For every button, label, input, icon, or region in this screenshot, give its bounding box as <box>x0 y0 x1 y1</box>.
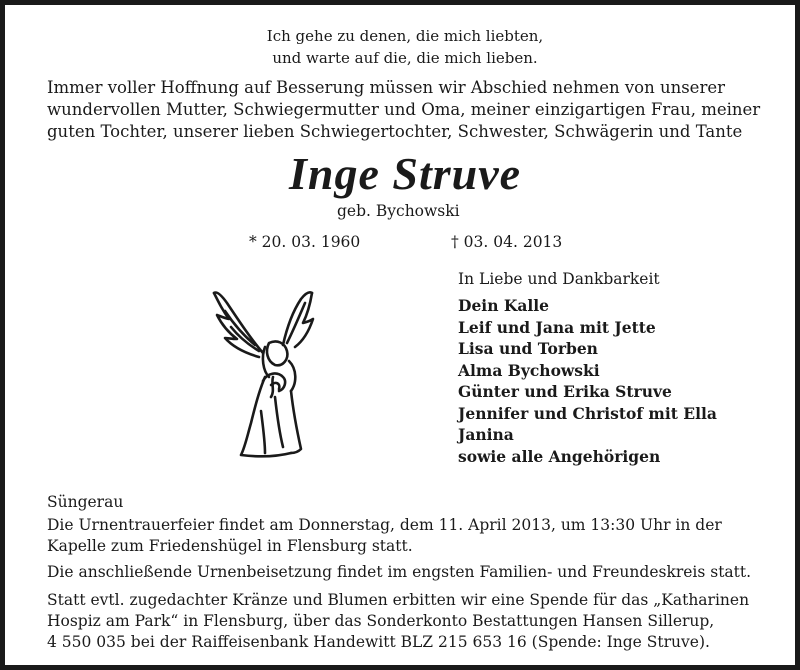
motto-quote <box>5 25 800 69</box>
donation-line: 4 550 035 bei der Raiffeisenbank Handewitt BLZ 215 653 16 (Spende: Inge Struve). <box>47 633 710 651</box>
mourner-name: Leif und Jana mit Jette <box>458 317 656 337</box>
death-date: † 03. 04. 2013 <box>451 233 563 251</box>
donation-line: Hospiz am Park“ in Flensburg, über das Sonderkonto Bestattungen Hansen Sillerup, <box>47 612 715 630</box>
mourners-heading: In Liebe und Dankbarkeit <box>458 270 660 288</box>
ceremony-line: Kapelle zum Friedenshügel in Flensburg statt. <box>47 537 413 555</box>
intro-paragraph <box>47 77 767 143</box>
mourner-name: Dein Kalle <box>458 296 550 315</box>
mourner-name: Günter und Erika Struve <box>458 382 672 401</box>
place-name: Süngerau <box>47 493 124 511</box>
burial-line: Die anschließende Urnenbeisetzung findet im engsten Familien- und Freundeskreis statt. <box>47 563 752 581</box>
mourner-name: Alma Bychowski <box>458 360 600 380</box>
mourner-name: sowie alle Angehörigen <box>458 446 661 466</box>
motto-line: und warte auf die, die mich lieben. <box>272 49 538 67</box>
birth-date: * 20. 03. 1960 <box>249 233 361 251</box>
intro-line: Immer voller Hoffnung auf Besserung müssen wir Abschied nehmen von unserer <box>47 78 725 97</box>
deceased-name: Inge Struve <box>288 148 522 199</box>
mourner-name: Janina <box>458 425 514 444</box>
mourners-list <box>458 295 717 467</box>
mourners-block <box>458 267 717 467</box>
intro-line: wundervollen Mutter, Schwiegermutter und Oma, meiner einzigartigen Frau, meiner <box>47 100 761 119</box>
burial-paragraph <box>47 562 765 583</box>
donation-paragraph <box>47 590 765 653</box>
ceremony-paragraph <box>47 515 765 557</box>
motto-line: Ich gehe zu denen, die mich liebten, <box>266 27 544 45</box>
mourner-name: Jennifer und Christof mit Ella <box>458 403 717 423</box>
ceremony-line: Die Urnentrauerfeier findet am Donnerstag, dem 11. April 2013, um 13:30 Uhr in der <box>47 516 722 534</box>
donation-line: Statt evtl. zugedachter Kränze und Blumen erbitten wir eine Spende für das „Katharinen <box>47 591 750 609</box>
intro-line: guten Tochter, unserer lieben Schwiegertochter, Schwester, Schwägerin und Tante <box>47 122 743 141</box>
birth-name: geb. Bychowski <box>337 202 460 220</box>
angel-icon <box>205 281 325 471</box>
mourner-name: Lisa und Torben <box>458 339 598 358</box>
